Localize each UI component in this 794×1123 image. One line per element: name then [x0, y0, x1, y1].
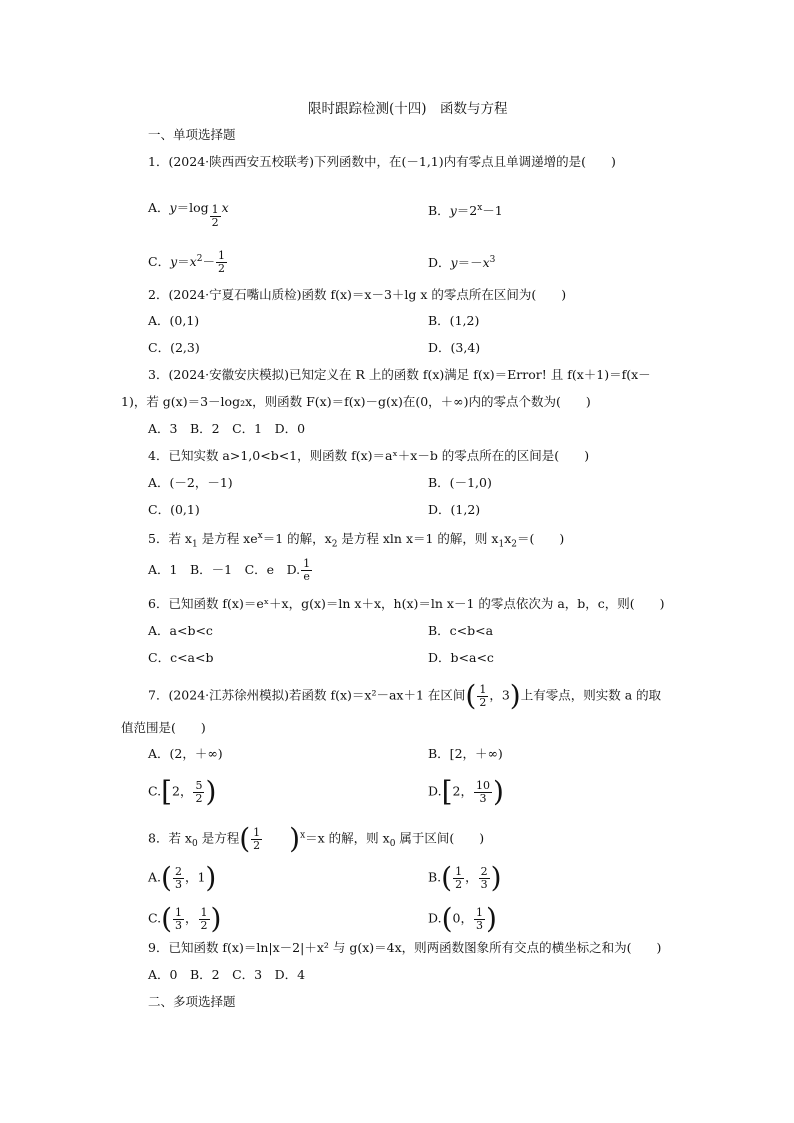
question-1-option-a: A．y＝log $\frac{1}{2}$ x	[148, 200, 229, 229]
question-1-option-c: C．$y=x^2-$ $\frac{1}{2}$	[148, 249, 225, 275]
question-6-option-d: D．b<a<c	[428, 650, 494, 665]
question-4-option-c: C．(0,1)	[148, 502, 200, 517]
question-3-options: A．3 B．2 C．1 D．0	[148, 421, 306, 436]
page-title: 限时跟踪检测(十四) 函数与方程	[308, 101, 508, 117]
question-1-stem: 1．(2024·陕西西安五校联考)下列函数中，在(－1,1)内有零点且单调递增的是( )	[148, 154, 616, 169]
question-4-option-b: B．(－1,0)	[428, 475, 492, 490]
question-8-option-c: C.( $\frac{1}{3}$ ， $\frac{1}{2}$ )	[148, 902, 222, 935]
question-3-stem-line-1: 3．(2024·安徽安庆模拟)已知定义在 R 上的函数 f(x)满足 f(x)＝Error! 且 f(x＋1)＝f(x－	[148, 367, 651, 382]
question-6-option-b: B．c<b<a	[428, 623, 494, 638]
section-heading-single-choice: 一、单项选择题	[148, 127, 236, 142]
question-8-stem: 8．若 $x_0$ 是方程( $\frac{1}{2}$ )$^x$＝x 的解，则 $x_0$ 属于区间( )	[148, 822, 485, 855]
question-7-stem-line-2: 值范围是( )	[121, 720, 206, 735]
section-heading-multi-choice: 二、多项选择题	[148, 994, 236, 1009]
question-6-option-a: A．a<b<c	[148, 623, 213, 638]
question-7-option-d: D.[2， $\frac{10}{3}$ )	[428, 775, 504, 808]
question-5-stem: 5．若 $x_1$ 是方程 $xe^x=1$ 的解，$x_2$ 是方程 xln x＝1 的解，则 $x_1x_2=$( )	[148, 531, 565, 550]
question-4-option-a: A．(－2，－1)	[148, 475, 233, 490]
question-6-option-c: C．c<a<b	[148, 650, 214, 665]
question-7-stem-line-1: 7．(2024·江苏徐州模拟)若函数 f(x)＝x²－ax＋1 在区间( $\frac{1}{2}$ ，3)上有零点，则实数 a 的取	[148, 679, 662, 712]
question-8-option-d: D.(0， $\frac{1}{3}$ )	[428, 902, 497, 935]
question-7-option-b: B．[2，＋∞)	[428, 746, 503, 761]
question-2-option-b: B．(1,2)	[428, 313, 480, 328]
question-8-option-a: A.( $\frac{2}{3}$ ，1)	[148, 861, 217, 894]
question-1-option-d: D．$y=-x^3$	[428, 255, 496, 271]
question-3-stem-line-2: 1)，若 g(x)＝3－log₂x，则函数 F(x)＝f(x)－g(x)在(0，＋∞)内的零点个数为( )	[121, 394, 591, 409]
question-9-options: A．0 B．2 C．3 D．4	[148, 967, 306, 982]
question-2-option-d: D．(3,4)	[428, 340, 481, 355]
question-7-option-c: C.[2， $\frac{5}{2}$ )	[148, 775, 217, 808]
question-8-option-b: B.( $\frac{1}{2}$ ， $\frac{2}{3}$ )	[428, 861, 502, 894]
question-5-options: A．1 B．－1 C．e D. $\frac{1}{e}$	[148, 557, 311, 583]
question-4-stem: 4．已知实数 a>1,0<b<1，则函数 f(x)＝aˣ＋x－b 的零点所在的区间是( )	[148, 448, 590, 463]
question-9-stem: 9．已知函数 f(x)＝ln|x－2|＋x² 与 g(x)＝4x，则两函数图象所有交点的横坐标之和为( )	[148, 940, 662, 955]
question-6-stem: 6．已知函数 f(x)＝eˣ＋x，g(x)＝ln x＋x，h(x)＝ln x－1 的零点依次为 a，b，c，则( )	[148, 596, 665, 611]
question-7-option-a: A．(2，＋∞)	[148, 746, 223, 761]
question-2-option-a: A．(0,1)	[148, 313, 200, 328]
question-2-option-c: C．(2,3)	[148, 340, 200, 355]
question-4-option-d: D．(1,2)	[428, 502, 481, 517]
question-2-stem: 2．(2024·宁夏石嘴山质检)函数 f(x)＝x－3＋lg x 的零点所在区间为( )	[148, 287, 567, 302]
question-1-option-b: B．$y=2^x-1$	[428, 203, 503, 219]
